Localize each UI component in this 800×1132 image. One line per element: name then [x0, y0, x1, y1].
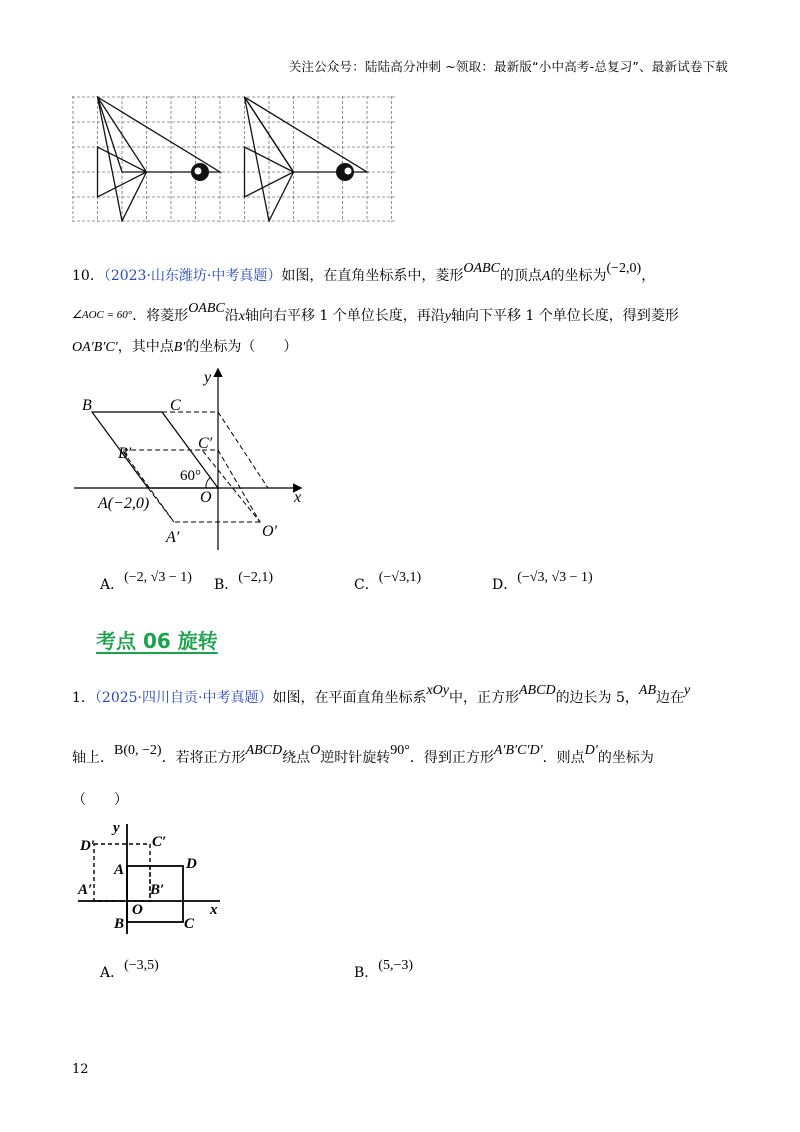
q10-source[interactable]: 2023·山东潍坊·中考真题: [110, 268, 268, 284]
q10-text: 的坐标为（ ）: [185, 339, 298, 355]
q1-text: ．则点: [542, 750, 585, 766]
q1-line2: [72, 743, 654, 769]
q10-label-o: O: [200, 489, 212, 506]
page-header: 关注公众号：陆陆高分冲刺 ~领取：最新版“小中高考-总复习”、最新试卷下载: [288, 59, 728, 74]
q10-option-d[interactable]: [492, 570, 593, 594]
option-value: (−2,1): [238, 570, 274, 585]
page-number: 12: [72, 1062, 89, 1077]
q1-label-dprime: D′: [80, 838, 96, 854]
q10-option-b[interactable]: [214, 570, 274, 594]
q1-source-close: ）: [258, 690, 273, 706]
q10-source-open: （: [103, 268, 111, 284]
q1-text: 的边长为 5，: [555, 690, 639, 706]
q10-label-y: y: [204, 369, 212, 386]
q10-line1: [72, 261, 656, 287]
q1-text: 中，正方形: [449, 690, 519, 706]
q1-side-ab: AB: [638, 683, 657, 698]
option-letter: B．: [354, 965, 379, 981]
q10-rhombus-symbol: OABC: [188, 301, 225, 316]
q1-label-x: x: [210, 902, 218, 918]
q10-point-bprime: B′: [173, 340, 186, 355]
q10-label-cprime: C′: [198, 435, 213, 452]
option-value: (−2, √3 − 1): [124, 570, 192, 585]
q10-label-oprime: O′: [262, 523, 278, 540]
q10-option-a[interactable]: [100, 570, 192, 594]
q1-label-o: O: [132, 902, 143, 918]
q10-text: 轴向右平移 1 个单位长度，再沿: [244, 308, 445, 324]
q1-line3: （ ）: [72, 792, 128, 808]
q1-source[interactable]: 2025·四川自贡·中考真题: [101, 690, 259, 706]
q10-label-bprime: B′: [118, 445, 132, 462]
q10-line3: [72, 337, 297, 358]
q1-label-a: A: [114, 862, 125, 878]
section-title: 考点 06 旋转: [96, 629, 218, 653]
q10-number: 10．: [72, 268, 104, 284]
q10-y-axis-ref: y: [444, 309, 451, 324]
q10-text: 沿: [224, 308, 239, 324]
q1-label-c: C: [184, 916, 195, 932]
q10-rhombus-figure: [72, 362, 322, 554]
q10-line2: [72, 301, 679, 327]
q1-text: 边在: [656, 690, 685, 706]
q1-square-symbol: ABCD: [519, 683, 556, 698]
q10-label-b: B: [82, 397, 92, 414]
q10-coord: (−2,0): [606, 261, 642, 276]
q10-point-a: A: [541, 269, 551, 284]
q1-degree: 90°: [390, 743, 410, 758]
q10-text: ，其中点: [117, 339, 174, 355]
q10-label-a: A(−2,0): [98, 495, 150, 512]
q1-text: 逆时针旋转: [320, 750, 391, 766]
q10-text: 如图，在直角坐标系中，菱形: [281, 268, 464, 284]
q10-rhombus-prime-symbol: OA′B′C′: [72, 340, 118, 355]
q10-text: 轴向下平移 1 个单位长度，得到菱形: [451, 308, 679, 324]
q1-label-d: D: [186, 856, 197, 872]
fish-right: [245, 97, 368, 221]
q1-source-open: （: [94, 690, 102, 706]
q10-label-x: x: [294, 489, 302, 506]
fish-left-eye: [191, 163, 209, 181]
q1-point-dprime: D′: [584, 743, 598, 758]
option-letter: A．: [100, 577, 125, 593]
q10-label-aprime: A′: [166, 529, 180, 546]
q10-rhombus-symbol: OABC: [463, 261, 500, 276]
q1-line1: [72, 683, 691, 709]
option-letter: B．: [214, 577, 239, 593]
q1-label-y: y: [113, 820, 120, 836]
q1-label-bprime: B′: [150, 882, 165, 898]
q1-y-ref: y: [684, 683, 691, 698]
q1-label-cprime: C′: [152, 834, 167, 850]
q1-point-o: O: [310, 743, 321, 758]
q10-x-axis-ref: x: [238, 309, 245, 324]
option-letter: C．: [354, 577, 379, 593]
q10-text: ，: [641, 268, 656, 284]
q10-source-close: ）: [267, 268, 282, 284]
q1-square-figure: [72, 816, 232, 936]
q1-square-symbol: ABCD: [245, 743, 283, 758]
option-value: (−3,5): [124, 958, 159, 973]
fish-grid-figure: [72, 96, 398, 222]
q10-label-c: C: [170, 397, 181, 414]
q1-square-prime-symbol: A′B′C′D′: [493, 743, 543, 758]
option-letter: A．: [100, 965, 125, 981]
q1-number: 1．: [72, 690, 95, 706]
q1-option-a[interactable]: [100, 958, 159, 982]
q1-coord-system: xOy: [426, 683, 449, 698]
q1-text: 轴上．: [72, 750, 114, 766]
q1-text: ．若将正方形: [161, 750, 246, 766]
q10-angle-arc: [206, 477, 211, 488]
q1-text: 如图，在平面直角坐标系: [272, 690, 427, 706]
option-value: (−√3, √3 − 1): [517, 570, 593, 585]
q10-text: 的顶点: [499, 268, 542, 284]
q1-label-b: B: [114, 916, 125, 932]
option-letter: D．: [492, 577, 518, 593]
option-value: (−√3,1): [378, 570, 422, 585]
fish-left: [98, 97, 221, 221]
q1-option-b[interactable]: [354, 958, 414, 982]
q1-text: 绕点: [282, 750, 311, 766]
q10-text: ．将菱形: [132, 308, 189, 324]
q1-label-aprime: A′: [78, 882, 93, 898]
q10-label-angle: 60°: [180, 468, 201, 484]
fish-right-eye: [336, 163, 354, 181]
q1-text: ．得到正方形: [409, 750, 494, 766]
q1-coord-b: B(0, −2): [114, 743, 162, 758]
q10-text: 的坐标为: [550, 268, 607, 284]
option-value: (5,−3): [378, 958, 414, 973]
q10-angle: ∠AOC = 60°: [72, 309, 133, 321]
q10-option-c[interactable]: [354, 570, 422, 594]
q1-text: 的坐标为: [597, 750, 654, 766]
